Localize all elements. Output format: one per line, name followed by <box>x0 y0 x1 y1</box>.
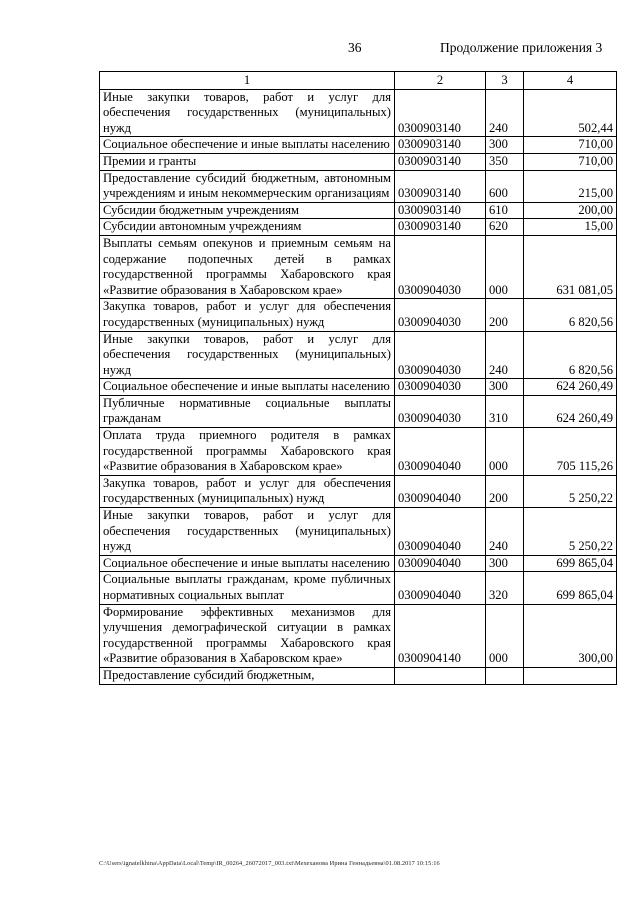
row-amount-cell: 624 260,49 <box>524 379 617 396</box>
row-code-cell: 0300904040 <box>395 475 486 507</box>
page-number: 36 <box>348 40 362 55</box>
row-name-cell: Социальное обеспечение и иные выплаты населению <box>100 137 395 154</box>
row-expense-type-cell: 620 <box>486 219 524 236</box>
row-name-cell: Выплаты семьям опекунов и приемным семьям на содержание подопечных детей в рамках государственной программы Хабаровского края «Развитие образования в Хабаровском крае» <box>100 235 395 298</box>
row-name-cell: Субсидии автономным учреждениям <box>100 219 395 236</box>
row-name-cell: Публичные нормативные социальные выплаты гражданам <box>100 395 395 427</box>
column-header-2: 2 <box>395 72 486 90</box>
row-amount-cell <box>524 667 617 684</box>
row-amount-cell: 502,44 <box>524 89 617 137</box>
row-expense-type-cell: 240 <box>486 331 524 379</box>
row-name-cell: Иные закупки товаров, работ и услуг для обеспечения государственных (муниципальных) нужд <box>100 89 395 137</box>
row-name-cell: Предоставление субсидий бюджетным, <box>100 667 395 684</box>
row-code-cell: 0300904030 <box>395 379 486 396</box>
row-expense-type-cell: 310 <box>486 395 524 427</box>
table-row <box>100 219 617 236</box>
row-code-cell: 0300904040 <box>395 508 486 556</box>
budget-table <box>99 71 617 685</box>
table-row <box>100 299 617 331</box>
row-amount-cell: 5 250,22 <box>524 508 617 556</box>
row-amount-cell: 15,00 <box>524 219 617 236</box>
row-expense-type-cell: 200 <box>486 475 524 507</box>
row-expense-type-cell <box>486 667 524 684</box>
row-name-cell: Социальное обеспечение и иные выплаты населению <box>100 379 395 396</box>
row-name-cell: Закупка товаров, работ и услуг для обеспечения государственных (муниципальных) нужд <box>100 299 395 331</box>
table-row <box>100 89 617 137</box>
row-code-cell: 0300904030 <box>395 235 486 298</box>
row-expense-type-cell: 300 <box>486 137 524 154</box>
row-amount-cell: 5 250,22 <box>524 475 617 507</box>
table-row <box>100 604 617 667</box>
table-row <box>100 572 617 604</box>
table-row <box>100 153 617 170</box>
row-code-cell: 0300904140 <box>395 604 486 667</box>
row-expense-type-cell: 610 <box>486 202 524 219</box>
table-row <box>100 379 617 396</box>
row-amount-cell: 300,00 <box>524 604 617 667</box>
row-amount-cell: 699 865,04 <box>524 572 617 604</box>
row-expense-type-cell: 600 <box>486 170 524 202</box>
row-code-cell: 0300903140 <box>395 219 486 236</box>
row-code-cell <box>395 667 486 684</box>
row-code-cell: 0300904030 <box>395 331 486 379</box>
row-code-cell: 0300903140 <box>395 170 486 202</box>
table-row <box>100 475 617 507</box>
row-name-cell: Иные закупки товаров, работ и услуг для обеспечения государственных (муниципальных) нужд <box>100 331 395 379</box>
row-expense-type-cell: 000 <box>486 604 524 667</box>
row-expense-type-cell: 320 <box>486 572 524 604</box>
row-code-cell: 0300904030 <box>395 395 486 427</box>
row-expense-type-cell: 300 <box>486 555 524 572</box>
row-expense-type-cell: 350 <box>486 153 524 170</box>
row-expense-type-cell: 240 <box>486 508 524 556</box>
row-amount-cell: 6 820,56 <box>524 299 617 331</box>
row-name-cell: Предоставление субсидий бюджетным, автономным учреждениям и иным некоммерческим организациям <box>100 170 395 202</box>
table-row <box>100 428 617 476</box>
row-amount-cell: 710,00 <box>524 137 617 154</box>
appendix-continuation-header: Продолжение приложения 3 <box>440 40 603 55</box>
row-name-cell: Социальное обеспечение и иные выплаты населению <box>100 555 395 572</box>
row-amount-cell: 215,00 <box>524 170 617 202</box>
table-row <box>100 170 617 202</box>
row-code-cell: 0300903140 <box>395 153 486 170</box>
row-code-cell: 0300903140 <box>395 202 486 219</box>
row-code-cell: 0300903140 <box>395 89 486 137</box>
row-name-cell: Субсидии бюджетным учреждениям <box>100 202 395 219</box>
row-name-cell: Закупка товаров, работ и услуг для обеспечения государственных (муниципальных) нужд <box>100 475 395 507</box>
column-header-1: 1 <box>100 72 395 90</box>
row-amount-cell: 624 260,49 <box>524 395 617 427</box>
row-amount-cell: 699 865,04 <box>524 555 617 572</box>
row-amount-cell: 6 820,56 <box>524 331 617 379</box>
row-expense-type-cell: 000 <box>486 428 524 476</box>
row-code-cell: 0300904030 <box>395 299 486 331</box>
row-code-cell: 0300904040 <box>395 428 486 476</box>
row-name-cell: Иные закупки товаров, работ и услуг для обеспечения государственных (муниципальных) нужд <box>100 508 395 556</box>
row-amount-cell: 705 115,26 <box>524 428 617 476</box>
row-code-cell: 0300903140 <box>395 137 486 154</box>
row-expense-type-cell: 300 <box>486 379 524 396</box>
row-amount-cell: 631 081,05 <box>524 235 617 298</box>
table-row <box>100 235 617 298</box>
table-row <box>100 395 617 427</box>
row-name-cell: Премии и гранты <box>100 153 395 170</box>
row-code-cell: 0300904040 <box>395 555 486 572</box>
column-header-4: 4 <box>524 72 617 90</box>
row-amount-cell: 710,00 <box>524 153 617 170</box>
table-row <box>100 667 617 684</box>
row-expense-type-cell: 000 <box>486 235 524 298</box>
row-name-cell: Формирование эффективных механизмов для улучшения демографической ситуации в рамках государственной программы Хабаровского края «Развитие образования в Хабаровском крае» <box>100 604 395 667</box>
table-row <box>100 508 617 556</box>
row-name-cell: Социальные выплаты гражданам, кроме публичных нормативных социальных выплат <box>100 572 395 604</box>
row-expense-type-cell: 240 <box>486 89 524 137</box>
row-expense-type-cell: 200 <box>486 299 524 331</box>
table-header-row <box>100 72 617 90</box>
table-row <box>100 202 617 219</box>
table-row <box>100 555 617 572</box>
table-row <box>100 331 617 379</box>
file-path-footer: C:\Users\ignatelkhina\AppData\Local\Temp\IR_00264_26072017_003.txt\Мехеханова Ирина Геннадьевна\01.08.2017 10:15:16 <box>99 860 440 867</box>
row-name-cell: Оплата труда приемного родителя в рамках государственной программы Хабаровского края «Развитие образования в Хабаровском крае» <box>100 428 395 476</box>
table-row <box>100 137 617 154</box>
row-amount-cell: 200,00 <box>524 202 617 219</box>
column-header-3: 3 <box>486 72 524 90</box>
row-code-cell: 0300904040 <box>395 572 486 604</box>
